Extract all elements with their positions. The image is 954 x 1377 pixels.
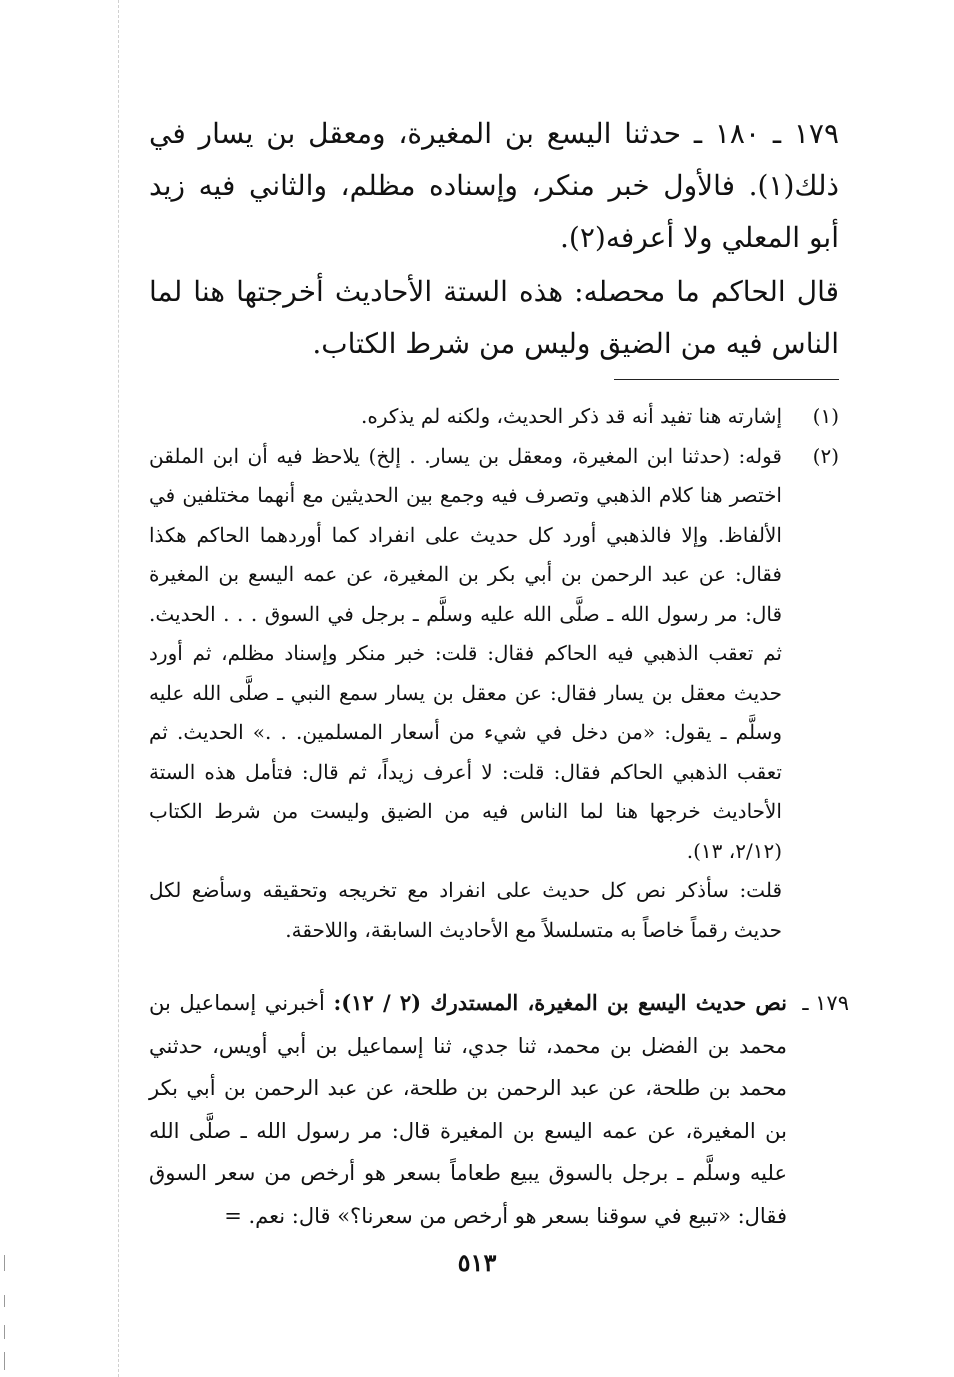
main-paragraph-1 — [149, 108, 839, 264]
footnote-2 — [149, 437, 839, 872]
footnote-2-text: قوله: (حدثنا ابن المغيرة، ومعقل بن يسار. . إلخ) يلاحظ فيه أن ابن الملقن اختصر هنا كلام الذهبي وتصرف فيه وجمع بين الحديثين مع أنهما مختلفين في الألفاظ. وإلا فالذهبي أورد كل حديث على انفراد كما أوردهما الحاكم هكذا فقال: عن عبد الرحمن بن أبي بكر بن المغيرة، عن عمه اليسع بن المغيرة قال: مر رسول الله ـ صلَّى الله عليه وسلَّم ـ برجل في السوق . . . الحديث. ثم تعقب الذهبي فيه الحاكم فقال: قلت: خبر منكر وإسناد مظلم، ثم أورد حديث معقل بن يسار فقال: عن معقل بن يسار سمع النبي ـ صلَّى الله عليه وسلَّم ـ يقول: «من دخل في شيء من أسعار المسلمين. . .» الحديث. ثم تعقب الذهبي الحاكم فقال: قلت: لا أعرف زيداً، ثم قال: فتأمل هذه الستة الأحاديث خرجها هنا لما الناس فيه من الضيق وليست من شرط الكتاب (٢/١٢، ١٣). — [149, 443, 782, 863]
page-number: ٥١٣ — [457, 1248, 497, 1277]
footnote-1-number: (١) — [812, 404, 839, 428]
hadith-entry-heading: نص حديث اليسع بن المغيرة، المستدرك (٢ / ١٢): — [333, 990, 788, 1015]
hadith-entry-paragraph — [149, 982, 849, 1237]
footnote-1 — [149, 397, 839, 437]
footnote-2-number: (٢) — [812, 443, 839, 468]
scan-fold-line — [118, 0, 119, 1377]
footnote-1-text: إشارته هنا تفيد أنه قد ذكر الحديث، ولكنه لم يذكره. — [361, 404, 782, 428]
main-paragraph-1-text: ١٧٩ ـ ١٨٠ ـ حدثنا اليسع بن المغيرة، ومعقل بن يسار في ذلك(١). فالأول خبر منكر، وإسناده مظلم، والثاني فيه زيد أبو المعلي ولا أعرفه(٢). — [149, 117, 839, 254]
main-paragraph-2 — [149, 266, 839, 370]
footnote-2-continuation: قلت: سأذكر نص كل حديث على انفراد مع تخريجه وتحقيقه وسأضع لكل حديث رقماً خاصاً به متسلسلاً مع الأحاديث السابقة، واللاحقة. — [149, 878, 783, 942]
hadith-entry-179 — [149, 982, 849, 1237]
main-paragraph-2-text: قال الحاكم ما محصله: هذه الستة الأحاديث أخرجتها هنا لما الناس فيه من الضيق وليس من شرط الكتاب. — [149, 275, 839, 360]
footnote-separator — [614, 379, 839, 380]
hadith-entry-text: أخبرني إسماعيل بن محمد بن الفضل بن محمد، ثنا جدي، ثنا إسماعيل بن أبي أويس، حدثني محمد بن طلحة، عن عبد الرحمن بن طلحة، عن عبد الرحمن بن أبي بكر بن المغيرة، عن عمه اليسع بن المغيرة قال: مر رسول الله ـ صلَّى الله عليه وسلَّم ـ برجل بالسوق يبيع طعاماً بسعر هو أرخص من سعر السوق فقال: «تبيع في سوقنا بسعر هو أرخص من سعرنا؟» قال: نعم. = — [149, 991, 788, 1228]
hadith-entry-number: ١٧٩ ـ — [802, 991, 849, 1015]
footnotes — [149, 397, 839, 950]
